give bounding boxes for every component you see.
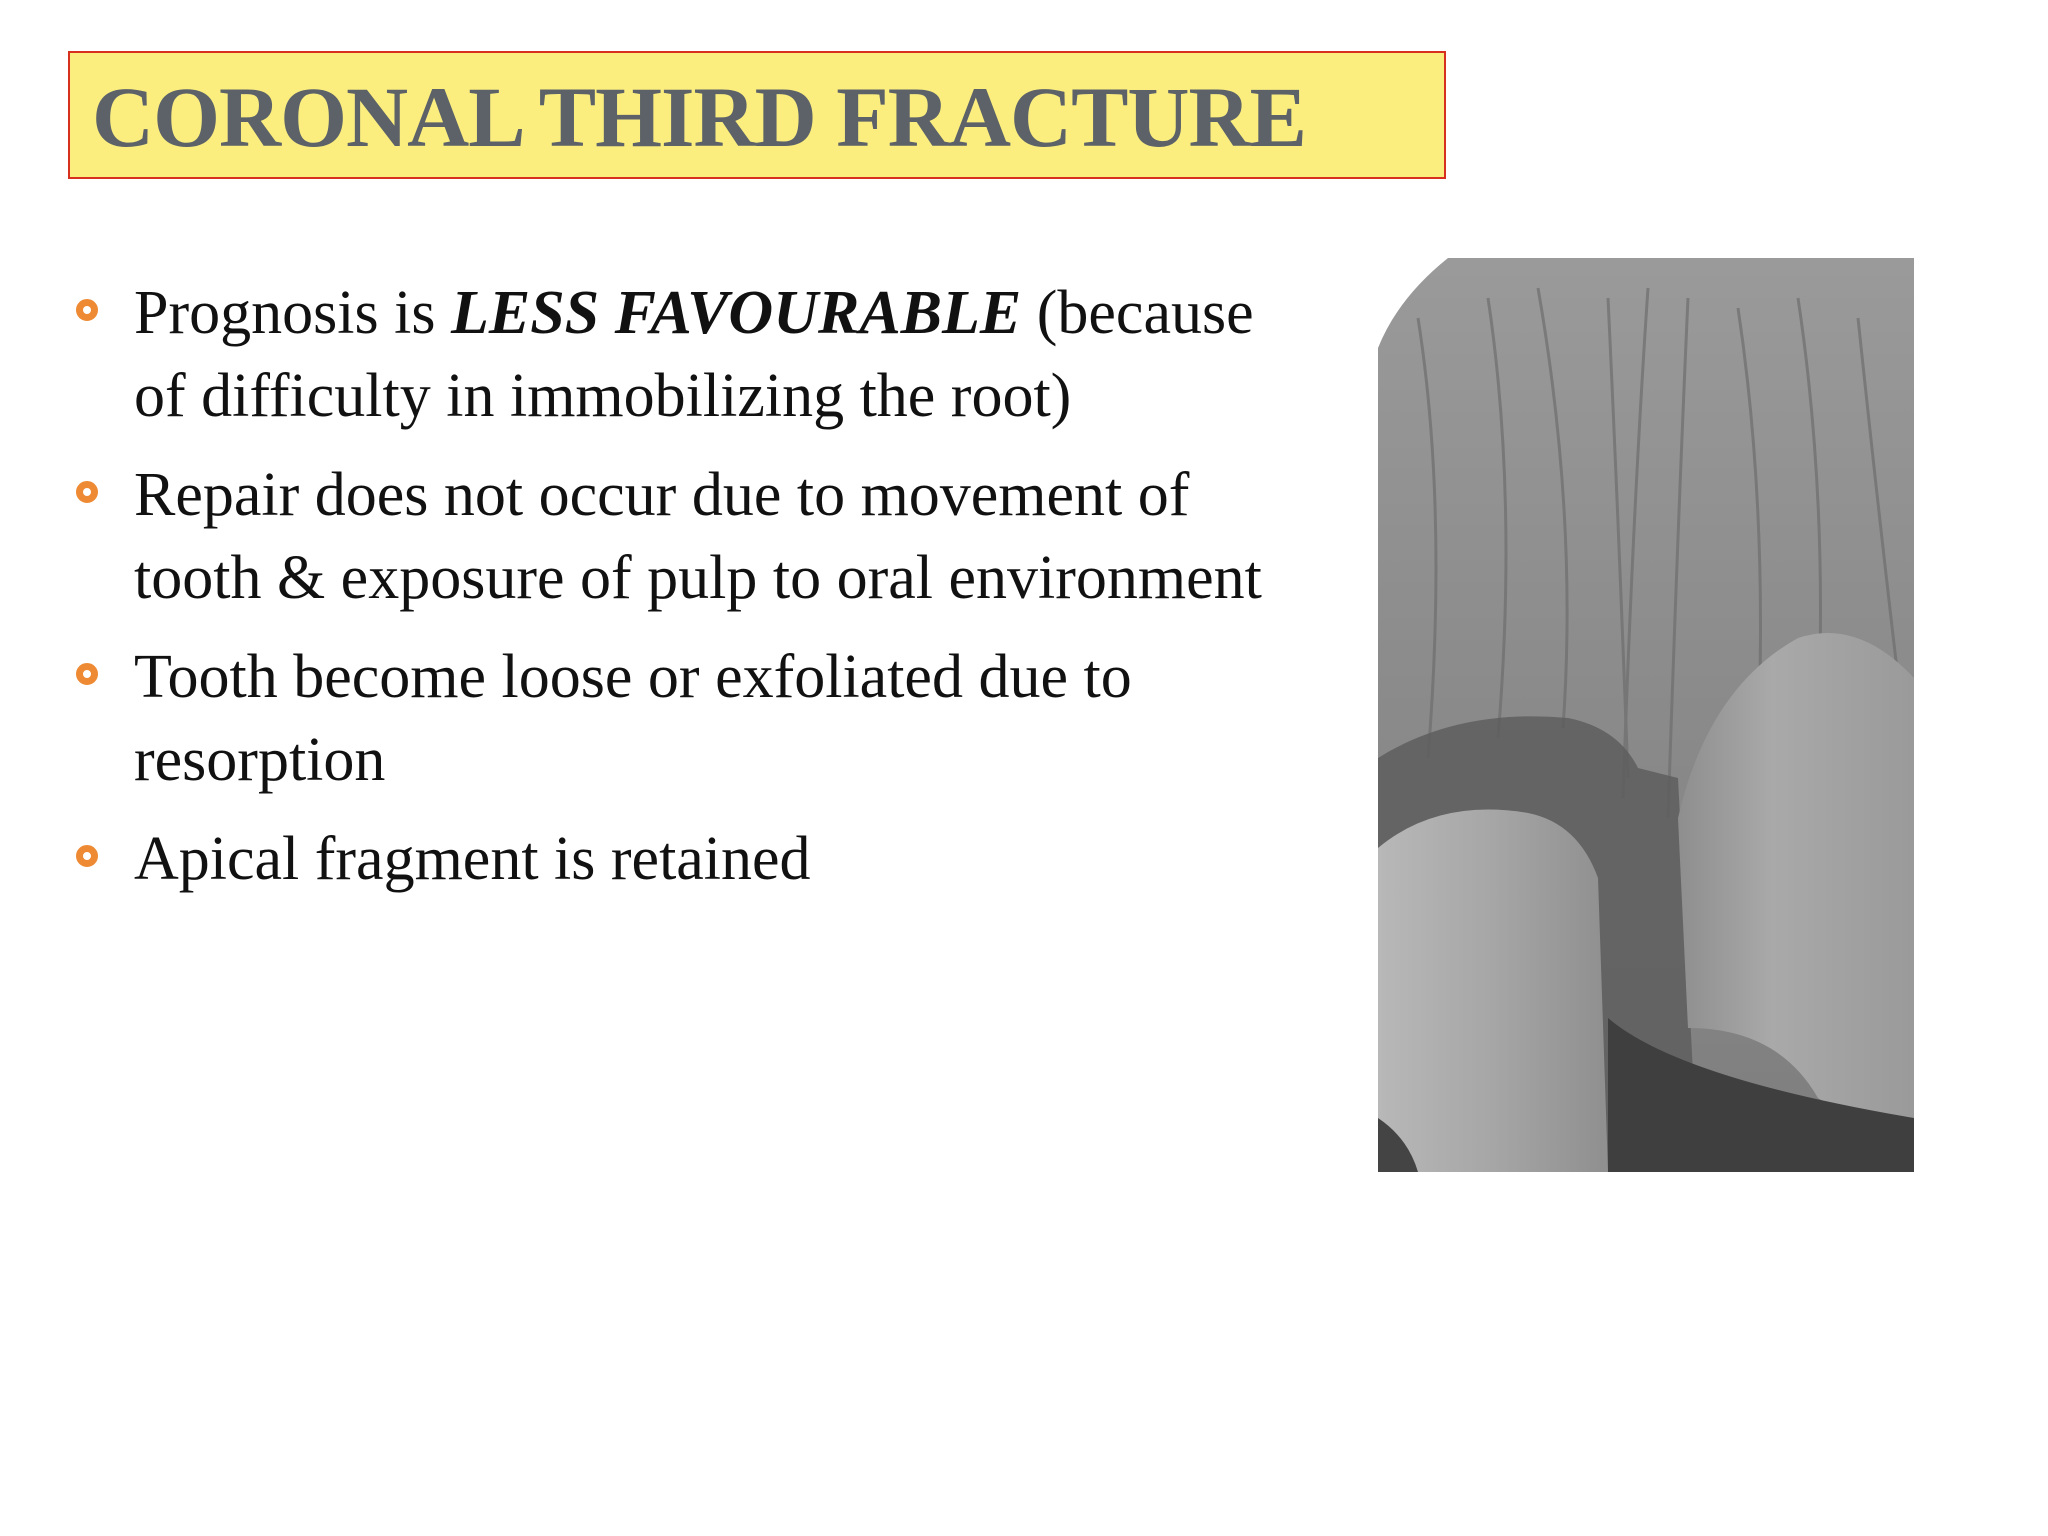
bullet-item — [76, 818, 1306, 901]
bullet-prefix: Prognosis is — [134, 279, 451, 347]
bullet-text: (because of difficulty in immobilizing the root) — [134, 279, 1254, 430]
bullet-text: Repair does not occur due to movement of tooth & exposure of pulp to oral environment — [134, 461, 1262, 612]
title-box — [68, 51, 1446, 179]
slide-title: CORONAL THIRD FRACTURE — [92, 69, 1306, 165]
bullet-text: Apical fragment is retained — [134, 825, 811, 893]
bullet-item — [76, 454, 1306, 620]
bullet-circle-icon — [76, 299, 98, 321]
bullet-item — [76, 272, 1306, 438]
bullet-text: Tooth become loose or exfoliated due to resorption — [134, 643, 1132, 794]
bullet-item — [76, 636, 1306, 802]
bullet-circle-icon — [76, 481, 98, 503]
left-tooth-crown — [1378, 810, 1608, 1172]
bullet-circle-icon — [76, 845, 98, 867]
bullet-list — [76, 272, 1306, 917]
dental-radiograph-image — [1378, 258, 1914, 1172]
bullet-emphasis: LESS FAVOURABLE — [450, 279, 1022, 347]
radiograph-drawing — [1378, 258, 1914, 1172]
bullet-circle-icon — [76, 663, 98, 685]
